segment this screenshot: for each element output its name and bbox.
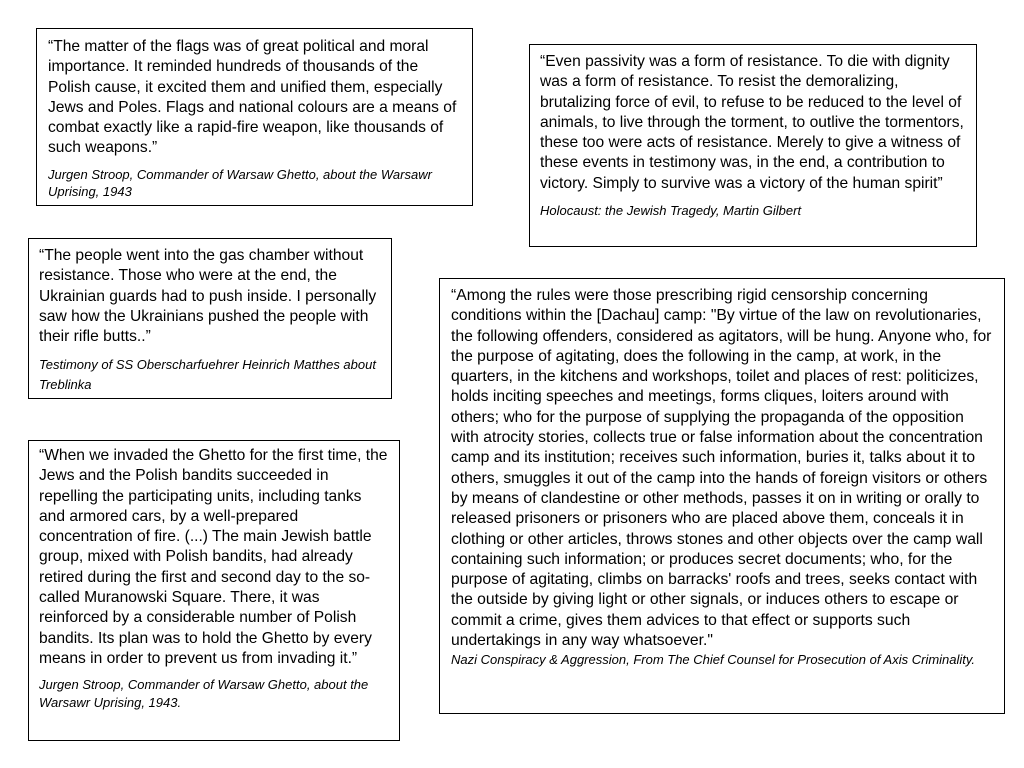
quote-text: “The matter of the flags was of great political and moral importance. It reminded hundreds of thousands of the Polish cause, it excited them and unified them, especially Jews and Poles. Flags and national colours are a means of combat exactly like a rapid-fire weapon, like thousands of such weapons.” (48, 38, 457, 157)
quote-source: Holocaust: the Jewish Tragedy, Martin Gilbert (540, 203, 802, 219)
quote-card-flags (36, 28, 473, 206)
quote-card-passivity (529, 44, 977, 247)
quote-text: “The people went into the gas chamber without resistance. Those who were at the end, the Ukrainian guards had to push inside. I personally saw how the Ukrainians pushed the people with their rifle butts..” (39, 247, 377, 346)
quote-card-dachau-rules (439, 278, 1005, 714)
quote-text: “Even passivity was a form of resistance. To die with dignity was a form of resistance. To resist the demoralizing, brutalizing force of evil, to refuse to be reduced to the level of animals, to live through the torment, to outlive the tormentors, these too were acts of resistance. Merely to give a witness of these events in testimony was, in the end, a contribution to victory. Simply to survive was a victory of the human spirit” (540, 53, 964, 192)
quote-card-ghetto-invasion (28, 440, 400, 741)
quote-text: “Among the rules were those prescribing rigid censorship concerning conditions within the [Dachau] camp: "By virtue of the law on revolutionaries, the following offenders, considered as agitators, will be hung. Anyone who, for the purpose of agitating, does the following in the camp, at work, in the quarters, in the kitchens and workshops, toilet and places of rest: politicizes, holds inciting speeches and meetings, forms cliques, loiters around with others; who for the purpose of supplying the propaganda of the opposition with atrocity stories, collects true or false information about the concentration camp and its institution; receives such information, buries it, talks about it to others, smuggles it out of the camp into the hands of foreign visitors or others by means of clandestine or other methods, passes it on in writing or orally to released prisoners or prisoners who are placed above them, conceals it in clothing or other articles, throws stones and other objects over the camp wall containing such information; or produces secret documents; who, for the purpose of agitating, climbs on barracks' roofs and trees, seeks contact with the outside by giving light or other signals, or induces others to escape or commit a crime, gives them advices to that effect or supports such undertakings in any way whatsoever." (451, 287, 992, 650)
quote-source: Jurgen Stroop, Commander of Warsaw Ghetto, about the Warsawr Uprising, 1943 (48, 166, 432, 200)
quote-source: Nazi Conspiracy & Aggression, From The Chief Counsel for Prosecution of Axis Criminality. (451, 652, 976, 668)
quote-source: Jurgen Stroop, Commander of Warsaw Ghetto, about the Warsawr Uprising, 1943. (39, 677, 369, 710)
quote-card-gas-chamber (28, 238, 392, 399)
quote-source: Testimony of SS Oberscharfuehrer Heinrich Matthes about Treblinka (39, 357, 376, 393)
quote-text: “When we invaded the Ghetto for the first time, the Jews and the Polish bandits succeeded in repelling the participating units, including tanks and armored cars, by a well-prepared concentration of fire. (...) The main Jewish battle group, mixed with Polish bandits, had already retired during the first and second day to the so-called Muranowski Square. There, it was reinforced by a considerable number of Polish bandits. Its plan was to hold the Ghetto by every means in order to prevent us from invading it.” (39, 447, 388, 667)
